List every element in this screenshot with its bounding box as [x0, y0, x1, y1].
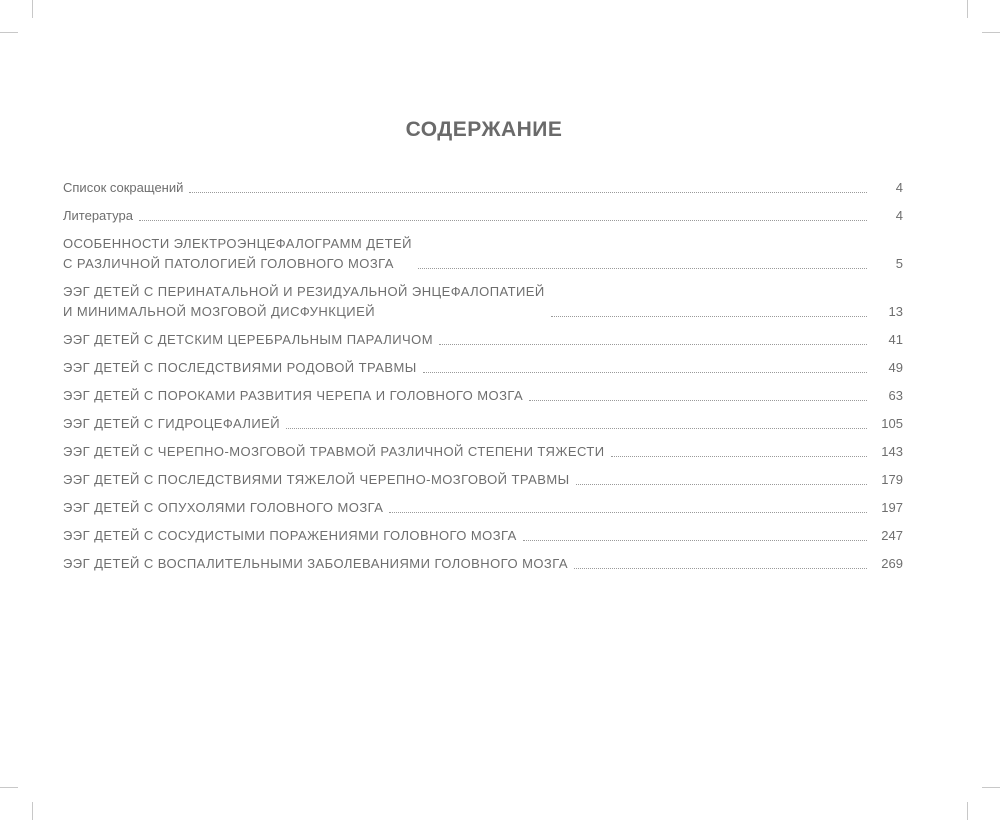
toc-entry[interactable]	[63, 330, 903, 350]
dot-leader	[439, 344, 867, 345]
toc-entry[interactable]	[63, 282, 903, 322]
crop-mark-bottom-left-horizontal	[0, 787, 18, 788]
toc-entry[interactable]	[63, 526, 903, 546]
toc-entry-page-number: 41	[888, 332, 903, 347]
toc-entry[interactable]	[63, 554, 903, 574]
toc-entry-page-number: 5	[895, 256, 903, 271]
dot-leader	[529, 400, 867, 401]
toc-entry-title: ЭЭГ ДЕТЕЙ С ГИДРОЦЕФАЛИЕЙ	[63, 416, 281, 431]
table-of-contents	[63, 178, 903, 582]
dot-leader	[139, 220, 867, 221]
toc-entry-title: Список сокращений	[63, 180, 184, 195]
toc-entry-title: ЭЭГ ДЕТЕЙ С ЧЕРЕПНО-МОЗГОВОЙ ТРАВМОЙ РАЗЛИЧНОЙ СТЕПЕНИ ТЯЖЕСТИ	[63, 444, 605, 459]
crop-mark-top-left-horizontal	[0, 32, 18, 33]
toc-entry-title: Литература	[63, 208, 133, 223]
toc-entry-page-number: 179	[881, 472, 903, 487]
dot-leader	[576, 484, 867, 485]
toc-entry[interactable]	[63, 178, 903, 198]
toc-entry-title: ЭЭГ ДЕТЕЙ С ПОСЛЕДСТВИЯМИ ТЯЖЕЛОЙ ЧЕРЕПНО-МОЗГОВОЙ ТРАВМЫ	[63, 472, 570, 487]
dot-leader	[574, 568, 867, 569]
toc-entry-title: ЭЭГ ДЕТЕЙ С ДЕТСКИМ ЦЕРЕБРАЛЬНЫМ ПАРАЛИЧОМ	[63, 332, 434, 347]
toc-entry-page-number: 63	[888, 388, 903, 403]
dot-leader	[389, 512, 867, 513]
toc-entry-page-number: 247	[881, 528, 903, 543]
toc-entry[interactable]	[63, 470, 903, 490]
toc-entry-title: ЭЭГ ДЕТЕЙ С ПОСЛЕДСТВИЯМИ РОДОВОЙ ТРАВМЫ	[63, 360, 417, 375]
toc-entry[interactable]	[63, 234, 903, 274]
toc-entry-title: ОСОБЕННОСТИ ЭЛЕКТРОЭНЦЕФАЛОГРАММ ДЕТЕЙ С РАЗЛИЧНОЙ ПАТОЛОГИЕЙ ГОЛОВНОГО МОЗГА	[63, 236, 412, 271]
toc-entry-page-number: 143	[881, 444, 903, 459]
toc-entry-page-number: 4	[895, 180, 903, 195]
toc-entry[interactable]	[63, 206, 903, 226]
toc-entry-page-number: 13	[888, 304, 903, 319]
page-title: СОДЕРЖАНИЕ	[405, 118, 563, 141]
toc-entry[interactable]	[63, 498, 903, 518]
dot-leader	[551, 316, 867, 317]
toc-entry-title: ЭЭГ ДЕТЕЙ С ПОРОКАМИ РАЗВИТИЯ ЧЕРЕПА И ГОЛОВНОГО МОЗГА	[63, 388, 524, 403]
toc-entry-page-number: 4	[895, 208, 903, 223]
crop-mark-bottom-right-horizontal	[982, 787, 1000, 788]
toc-entry-title: ЭЭГ ДЕТЕЙ С ОПУХОЛЯМИ ГОЛОВНОГО МОЗГА	[63, 500, 384, 515]
toc-entry-title: ЭЭГ ДЕТЕЙ С СОСУДИСТЫМИ ПОРАЖЕНИЯМИ ГОЛОВНОГО МОЗГА	[63, 528, 517, 543]
toc-entry-page-number: 105	[881, 416, 903, 431]
toc-entry[interactable]	[63, 358, 903, 378]
dot-leader	[418, 268, 867, 269]
dot-leader	[523, 540, 867, 541]
toc-entry-page-number: 49	[888, 360, 903, 375]
toc-entry-page-number: 197	[881, 500, 903, 515]
dot-leader	[189, 192, 867, 193]
crop-mark-bottom-right-vertical	[967, 802, 968, 820]
toc-entry-title: ЭЭГ ДЕТЕЙ С ПЕРИНАТАЛЬНОЙ И РЕЗИДУАЛЬНОЙ ЭНЦЕФАЛОПАТИЕЙ И МИНИМАЛЬНОЙ МОЗГОВОЙ ДИСФУНКЦИЕЙ	[63, 284, 545, 319]
crop-mark-top-right-horizontal	[982, 32, 1000, 33]
toc-entry[interactable]	[63, 414, 903, 434]
dot-leader	[286, 428, 867, 429]
dot-leader	[423, 372, 867, 373]
crop-mark-top-left-vertical	[32, 0, 33, 18]
toc-entry[interactable]	[63, 386, 903, 406]
toc-entry-title: ЭЭГ ДЕТЕЙ С ВОСПАЛИТЕЛЬНЫМИ ЗАБОЛЕВАНИЯМИ ГОЛОВНОГО МОЗГА	[63, 556, 568, 571]
crop-mark-bottom-left-vertical	[32, 802, 33, 820]
toc-entry[interactable]	[63, 442, 903, 462]
crop-mark-top-right-vertical	[967, 0, 968, 18]
dot-leader	[611, 456, 867, 457]
toc-entry-page-number: 269	[881, 556, 903, 571]
